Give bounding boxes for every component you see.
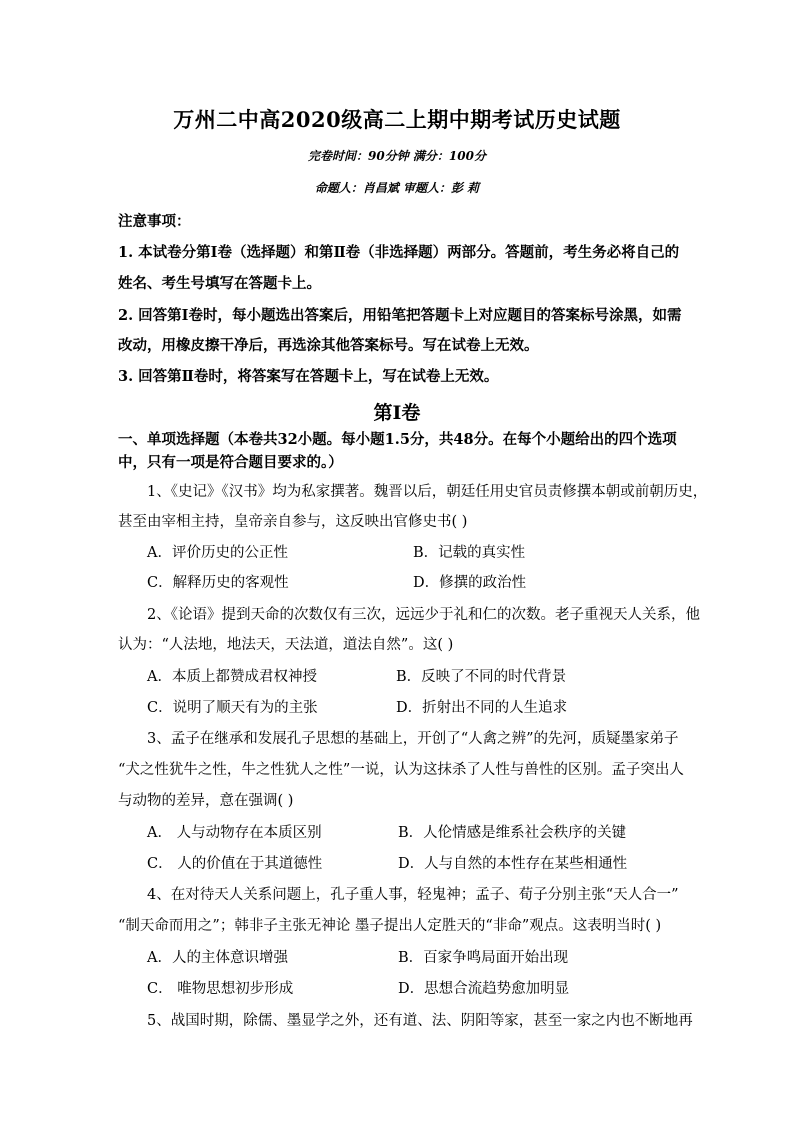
question-4-stem: 4、在对待天人关系问题上，孔子重人事，轻鬼神；孟子、荀子分别主张“天人合一”: [147, 887, 679, 903]
question-3-option-d: D．人与自然的本性存在某些相通性: [398, 856, 628, 872]
question-4-option-b: B．百家争鸣局面开始出现: [398, 950, 569, 966]
section-instruction: 中，只有一项是符合题目要求的。）: [118, 454, 343, 471]
question-2-option-b: B．反映了不同的时代背景: [396, 669, 567, 685]
question-1-option-a: A．评价历史的公正性: [147, 545, 288, 561]
notice-line: 3. 回答第Ⅱ卷时，将答案写在答题卡上，写在试卷上无效。: [118, 368, 499, 385]
question-3-stem: “犬之性犹牛之性，牛之性犹人之性”一说，认为这抹杀了人性与兽性的区别。孟子突出人: [118, 762, 684, 778]
section-instruction: 一、单项选择题（本卷共32小题。每小题1.5分，共48分。在每个小题给出的四个选项: [118, 431, 677, 448]
question-2-stem: 2、《论语》提到天命的次数仅有三次，远远少于礼和仁的次数。老子重视天人关系，他: [147, 607, 700, 623]
exam-author-info: 命题人：肖昌斌 审题人：彭 莉: [314, 181, 480, 195]
question-1-option-d: D．修撰的政治性: [413, 575, 527, 591]
question-3-stem: 与动物的差异，意在强调( ): [118, 793, 294, 809]
question-2-option-c: C．说明了顺天有为的主张: [147, 700, 318, 716]
question-1-option-b: B．记载的真实性: [413, 545, 526, 561]
question-1-stem: 甚至由宰相主持，皇帝亲自参与，这反映出官修史书( ): [118, 514, 468, 530]
exam-title: 万州二中高2020级高二上期中期考试历史试题: [173, 107, 621, 132]
question-1-option-c: C．解释历史的客观性: [147, 575, 289, 591]
exam-time-info: 完卷时间：90分钟 满分：100分: [308, 149, 486, 163]
notice-line: 1. 本试卷分第Ⅰ卷（选择题）和第Ⅱ卷（非选择题）两部分。答题前，考生务必将自己的: [118, 244, 680, 261]
question-1-stem: 1、《史记》《汉书》均为私家撰著。魏晋以后，朝廷任用史官员责修撰本朝或前朝历史，: [147, 484, 708, 500]
notice-heading: 注意事项：: [118, 213, 191, 230]
question-4-option-c: C． 唯物思想初步形成: [147, 981, 294, 997]
question-2-option-d: D．折射出不同的人生追求: [396, 700, 568, 716]
notice-line: 改动，用橡皮擦干净后，再选涂其他答案标号。写在试卷上无效。: [118, 337, 539, 354]
notice-line: 2. 回答第Ⅰ卷时，每小题选出答案后，用铅笔把答题卡上对应题目的答案标号涂黑，如需: [118, 307, 682, 324]
question-4-option-a: A．人的主体意识增强: [147, 950, 288, 966]
question-4-stem: “制天命而用之”；韩非子主张无神论 墨子提出人定胜天的“非命”观点。这表明当时( ): [118, 918, 662, 934]
question-2-stem: 认为：“人法地，地法天，天法道，道法自然”。这( ): [118, 637, 454, 653]
question-3-option-b: B．人伦情感是维系社会秩序的关键: [398, 825, 627, 841]
question-4-option-d: D．思想合流趋势愈加明显: [398, 981, 570, 997]
question-3-option-c: C． 人的价值在于其道德性: [147, 856, 323, 872]
question-2-option-a: A．本质上都赞成君权神授: [147, 669, 317, 685]
question-3-stem: 3、孟子在继承和发展孔子思想的基础上，开创了“人禽之辨”的先河，质疑墨家弟子: [147, 731, 679, 747]
section-title: 第Ⅰ卷: [373, 402, 421, 424]
question-3-option-a: A． 人与动物存在本质区别: [147, 825, 322, 841]
question-5-stem: 5、战国时期，除儒、墨显学之外，还有道、法、阴阳等家，甚至一家之内也不断地再: [147, 1013, 693, 1029]
notice-line: 姓名、考生号填写在答题卡上。: [118, 275, 321, 292]
